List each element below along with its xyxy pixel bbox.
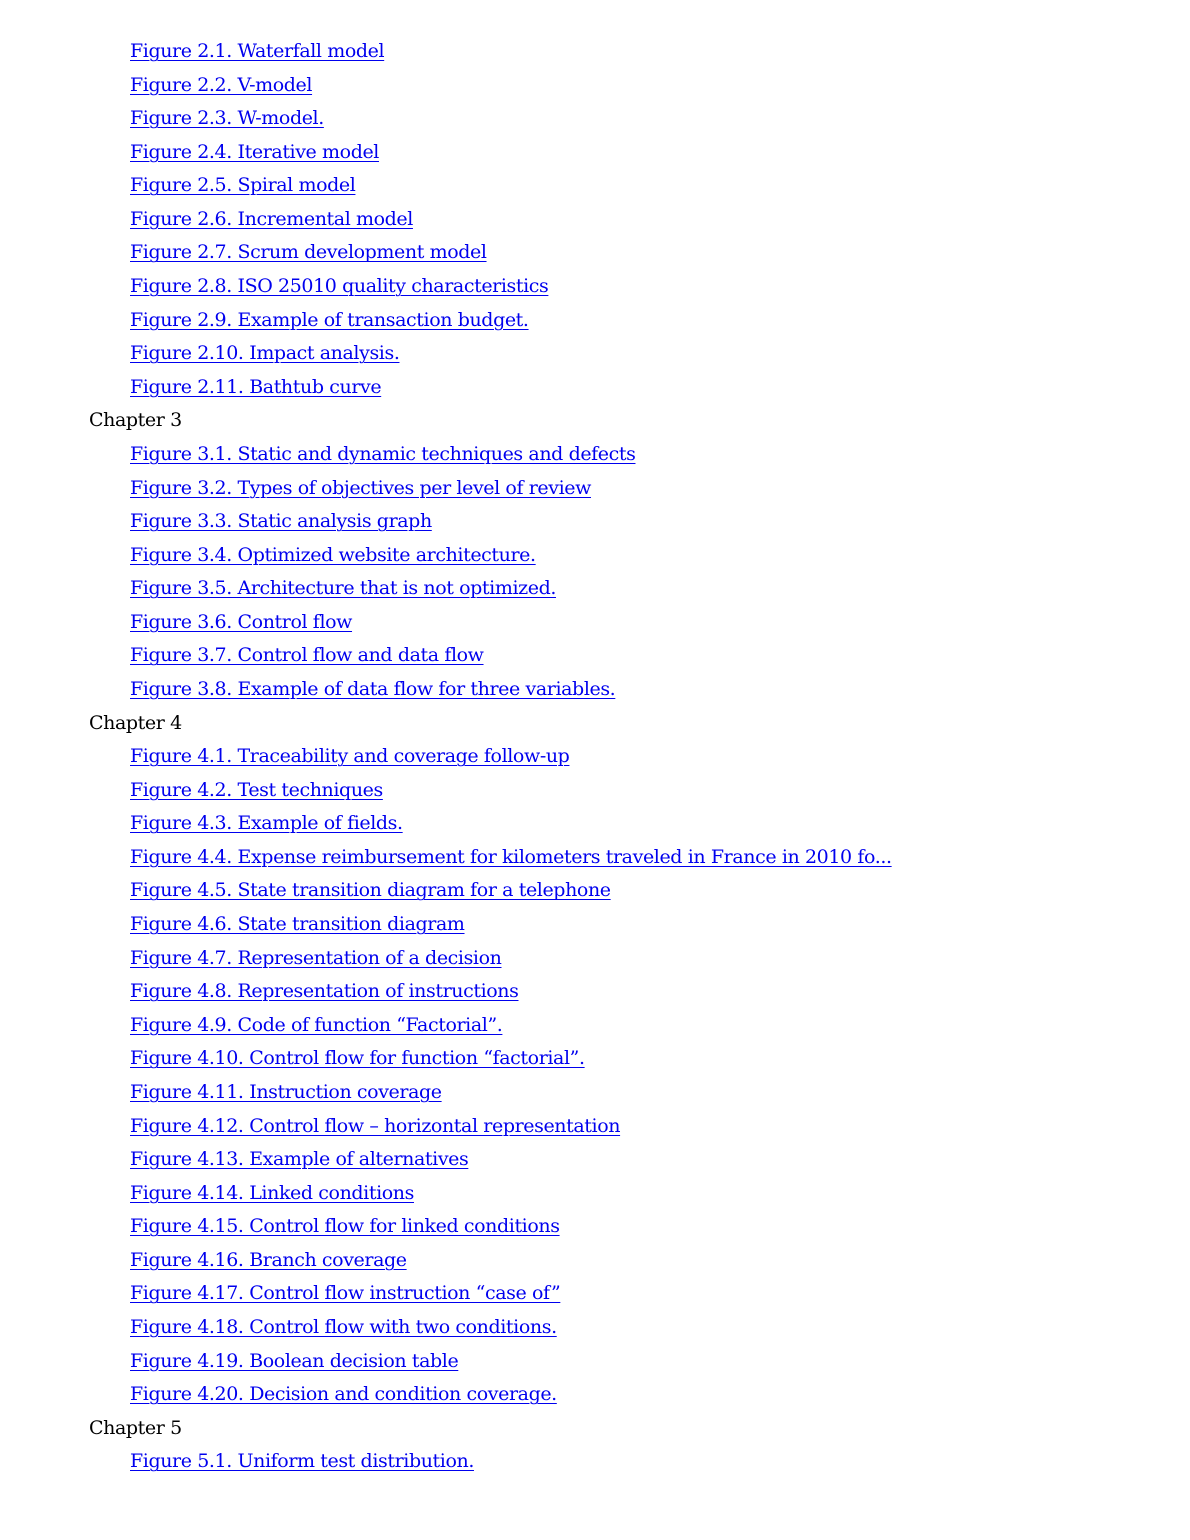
figure-link[interactable]: Figure 2.6. Incremental model [130,207,413,230]
figure-link[interactable]: Figure 4.1. Traceability and coverage follow-up [130,745,570,768]
figure-entry [0,472,1190,506]
figure-entry [0,774,1190,808]
figure-entry [0,236,1190,270]
figure-link[interactable]: Figure 4.4. Expense reimbursement for kilometers traveled in France in 2010 fo... [130,845,892,868]
figure-link[interactable]: Figure 4.14. Linked conditions [130,1181,414,1204]
figure-link[interactable]: Figure 4.15. Control flow for linked conditions [130,1215,560,1238]
figure-entry [0,505,1190,539]
figure-link[interactable]: Figure 4.3. Example of fields. [130,812,403,835]
figure-link[interactable]: Figure 2.5. Spiral model [130,174,356,197]
figure-entry [0,740,1190,774]
figure-link[interactable]: Figure 3.2. Types of objectives per level of review [130,476,591,499]
figure-link[interactable]: Figure 5.1. Uniform test distribution. [130,1450,474,1473]
figure-entry [0,1345,1190,1379]
chapter-heading: Chapter 4 [89,711,182,734]
figure-link[interactable]: Figure 3.4. Optimized website architecture. [130,543,536,566]
figure-link[interactable]: Figure 4.13. Example of alternatives [130,1148,469,1171]
figure-entry [0,1076,1190,1110]
chapter-heading: Chapter 3 [89,409,182,432]
figure-link[interactable]: Figure 4.5. State transition diagram for a telephone [130,879,611,902]
figure-link[interactable]: Figure 4.2. Test techniques [130,778,383,801]
figure-link[interactable]: Figure 4.18. Control flow with two conditions. [130,1315,557,1338]
figure-entry [0,908,1190,942]
figure-entry [0,1210,1190,1244]
figure-entry [0,1244,1190,1278]
figure-entry [0,1311,1190,1345]
figure-entry [0,1009,1190,1043]
figure-entry [0,1378,1190,1412]
chapter-heading: Chapter 5 [89,1416,182,1439]
figure-entry [0,639,1190,673]
figure-entry [0,1110,1190,1144]
figure-entry [0,1277,1190,1311]
figure-entry [0,438,1190,472]
figure-entry [0,874,1190,908]
figure-link[interactable]: Figure 2.8. ISO 25010 quality characteristics [130,275,549,298]
figure-link[interactable]: Figure 2.7. Scrum development model [130,241,487,264]
figure-entry [0,807,1190,841]
figure-entry [0,304,1190,338]
figure-link[interactable]: Figure 3.7. Control flow and data flow [130,644,484,667]
figure-entry [0,270,1190,304]
figure-entry [0,606,1190,640]
figure-entry [0,1143,1190,1177]
figure-entry [0,539,1190,573]
figure-entry [0,136,1190,170]
figure-link[interactable]: Figure 4.9. Code of function “Factorial”. [130,1013,503,1036]
figure-entry [0,371,1190,405]
figure-link[interactable]: Figure 4.11. Instruction coverage [130,1080,442,1103]
figure-entry [0,942,1190,976]
figure-entry [0,572,1190,606]
figure-link[interactable]: Figure 3.8. Example of data flow for three variables. [130,677,616,700]
figure-link[interactable]: Figure 2.1. Waterfall model [130,40,385,62]
figure-entry [0,69,1190,103]
figure-link[interactable]: Figure 3.3. Static analysis graph [130,510,432,533]
figure-entry [0,841,1190,875]
figure-link[interactable]: Figure 4.17. Control flow instruction “case of” [130,1282,561,1305]
list-of-figures [0,35,1190,1479]
figure-link[interactable]: Figure 4.12. Control flow – horizontal representation [130,1114,621,1137]
figure-entry [0,1177,1190,1211]
figure-link[interactable]: Figure 2.11. Bathtub curve [130,375,382,398]
figure-link[interactable]: Figure 4.20. Decision and condition coverage. [130,1383,557,1406]
figure-link[interactable]: Figure 4.7. Representation of a decision [130,946,502,969]
figure-link[interactable]: Figure 3.6. Control flow [130,610,353,633]
figure-link[interactable]: Figure 2.4. Iterative model [130,140,379,163]
figure-entry [0,35,1190,69]
figure-link[interactable]: Figure 4.8. Representation of instructions [130,980,519,1003]
figure-link[interactable]: Figure 4.10. Control flow for function “factorial”. [130,1047,585,1070]
figure-link[interactable]: Figure 2.2. V-model [130,73,313,96]
figure-entry [0,337,1190,371]
figure-link[interactable]: Figure 4.16. Branch coverage [130,1248,407,1271]
figure-entry [0,1042,1190,1076]
figure-link[interactable]: Figure 3.5. Architecture that is not optimized. [130,577,556,600]
figure-link[interactable]: Figure 2.3. W-model. [130,107,324,130]
figure-entry [0,975,1190,1009]
figure-entry [0,169,1190,203]
figure-entry [0,102,1190,136]
figure-entry [0,1445,1190,1479]
figure-link[interactable]: Figure 4.19. Boolean decision table [130,1349,459,1372]
figure-entry [0,203,1190,237]
figure-link[interactable]: Figure 2.9. Example of transaction budget. [130,308,529,331]
figure-link[interactable]: Figure 3.1. Static and dynamic techniques and defects [130,442,636,465]
figure-entry [0,673,1190,707]
figure-link[interactable]: Figure 2.10. Impact analysis. [130,342,400,365]
figure-link[interactable]: Figure 4.6. State transition diagram [130,913,465,936]
